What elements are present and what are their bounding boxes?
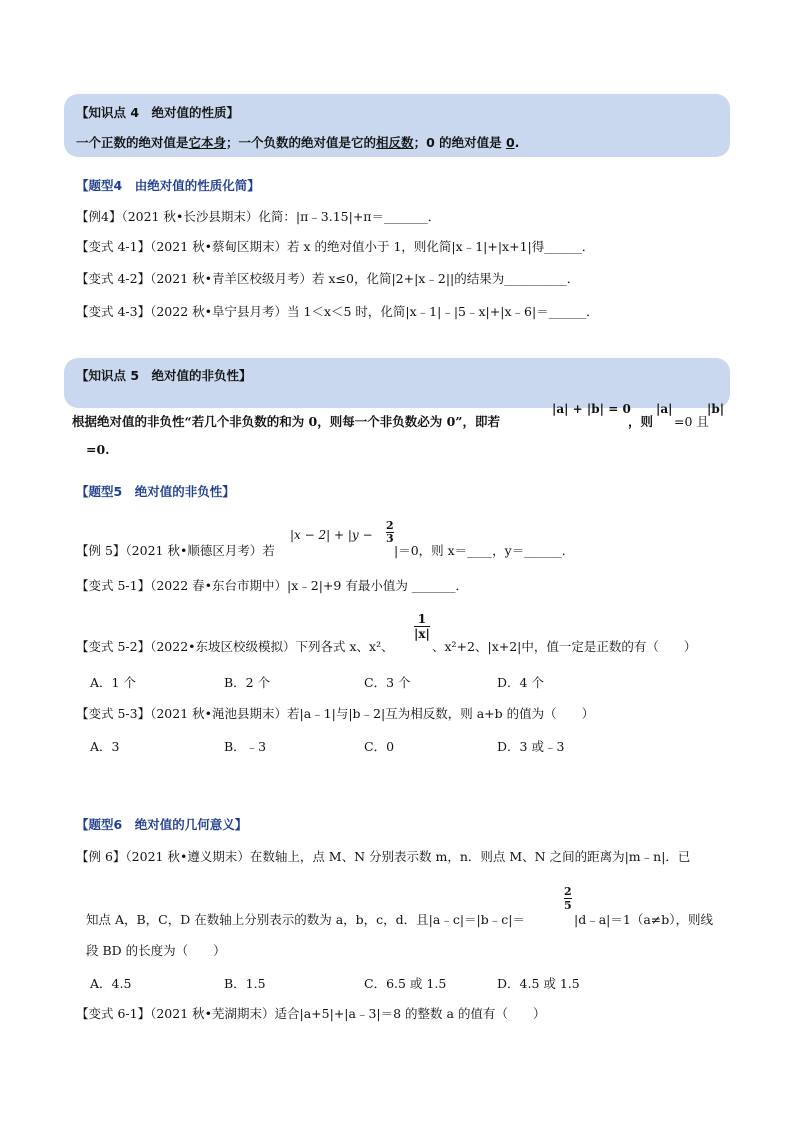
topic-heading-4: 【题型4 由绝对值的性质化简】: [76, 178, 260, 193]
kp4-text-c: ；一个负数的绝对值是它的: [226, 135, 377, 150]
variant-5-3-option-a: A．3: [90, 739, 120, 754]
example-6-option-b: B．1.5: [224, 976, 266, 991]
variant-4-1: 【变式 4-1】（2021 秋•蔡甸区期末）若 x 的绝对值小于 1，则化简|x﹣1|+|x+1|得______．: [76, 239, 595, 254]
example-6-line-3: 段 BD 的长度为（ ）: [86, 943, 226, 958]
variant-5-2-a: 【变式 5-2】（2022•东坡区校级模拟）下列各式 x、x²、: [76, 639, 394, 654]
variant-5-2-fraction: [414, 612, 430, 641]
example-6-line-1: 【例 6】（2021 秋•遵义期末）在数轴上，点 M、N 分别表示数 m，n．则点 M、N 之间的距离为|m﹣n|．已: [76, 849, 691, 864]
example-6-frac-num: 2: [564, 885, 572, 898]
example-6-option-d: D．4.5 或 1.5: [497, 976, 580, 991]
variant-4-3: 【变式 4-3】（2022 秋•阜宁县月考）当 1＜x＜5 时，化简|x﹣1|﹣|5﹣x|+|x﹣6|＝______．: [76, 304, 599, 319]
example-6-frac-den: 5: [564, 899, 572, 912]
kp4-text-d: 相反数: [376, 135, 414, 150]
kp4-text-f: 0: [505, 135, 515, 150]
example-5-formula: |x − 2| + |y −: [290, 528, 373, 542]
knowledge-text-5: [72, 413, 500, 431]
variant-5-3-option-d: D．3 或﹣3: [497, 739, 565, 754]
variant-5-3-option-c: C．0: [364, 739, 395, 754]
variant-5-2-option-a: A．1 个: [90, 675, 136, 690]
example-6-line-2b: |d﹣a|＝1（a≠b），则线: [574, 912, 714, 927]
kp5-formula: |a| + |b| = 0: [552, 402, 631, 416]
variant-5-2-b: 、x²+2、|x+2|中，值一定是正数的有（ ）: [432, 639, 697, 654]
variant-5-3-option-b: B．﹣3: [224, 739, 267, 754]
example-5-frac-num: 2: [386, 519, 394, 532]
example-6-line-2a: 知点 A，B，C，D 在数轴上分别表示的数为 a，b，c，d．且|a﹣c|＝|b﹣c|＝: [86, 912, 525, 927]
kp5-text-c: =0 且: [674, 414, 709, 429]
kp4-text-e: ；0 的绝对值是: [413, 135, 506, 150]
knowledge-text-4: [76, 134, 519, 152]
kp5-abs-b: |b|: [707, 402, 725, 416]
example-6-option-c: C．6.5 或 1.5: [364, 976, 447, 991]
topic-heading-6: 【题型6 绝对值的几何意义】: [76, 817, 248, 832]
kp4-text-g: .: [514, 135, 520, 150]
kp5-text-b: ，则: [628, 414, 654, 429]
kp5-text-a: 根据绝对值的非负性“若几个非负数的和为 0，则每一个非负数必为 0”，即若: [72, 414, 500, 429]
variant-5-2-option-b: B．2 个: [224, 675, 271, 690]
kp4-text-b: 它本身: [188, 135, 227, 150]
example-5: 【例 5】（2021 秋•顺德区月考）若: [76, 543, 275, 558]
variant-5-2-frac-num: 1: [417, 612, 427, 626]
knowledge-title-4: 【知识点 4 绝对值的性质】: [76, 105, 240, 120]
variant-5-3: 【变式 5-3】（2021 秋•渑池县期末）若|a﹣1|与|b﹣2|互为相反数，则 a+b 的值为（ ）: [76, 706, 595, 721]
kp5-abs-a: |a|: [656, 402, 673, 416]
variant-5-2-option-d: D．4 个: [497, 675, 544, 690]
variant-5-1: 【变式 5-1】（2022 春•东台市期中）|x﹣2|+9 有最小值为 _______．: [76, 578, 469, 593]
variant-6-1: 【变式 6-1】（2021 秋•芜湖期末）适合|a+5|+|a﹣3|＝8 的整数 a 的值有（ ）: [76, 1006, 546, 1021]
topic-heading-5: 【题型5 绝对值的非负性】: [76, 484, 235, 499]
variant-5-2-option-c: C．3 个: [364, 675, 411, 690]
example-5-frac-den: 3: [386, 532, 394, 545]
variant-4-2: 【变式 4-2】（2021 秋•青羊区校级月考）若 x≤0，化简|2+|x﹣2||的结果为__________．: [76, 271, 580, 286]
example-6-option-a: A．4.5: [90, 976, 132, 991]
example-5-fraction: [386, 520, 394, 545]
kp4-text-a: 一个正数的绝对值是: [76, 135, 189, 150]
example-4: 【例4】（2021 秋•长沙县期末）化简：|π﹣3.15|+π＝_______．: [76, 209, 441, 224]
example-5-tail: |＝0，则 x＝____，y＝______．: [394, 543, 575, 558]
example-6-fraction: [564, 885, 572, 912]
knowledge-title-5: 【知识点 5 绝对值的非负性】: [76, 368, 252, 383]
kp5-text-d: =0.: [86, 442, 110, 457]
variant-5-2-frac-den: |x|: [414, 627, 430, 641]
